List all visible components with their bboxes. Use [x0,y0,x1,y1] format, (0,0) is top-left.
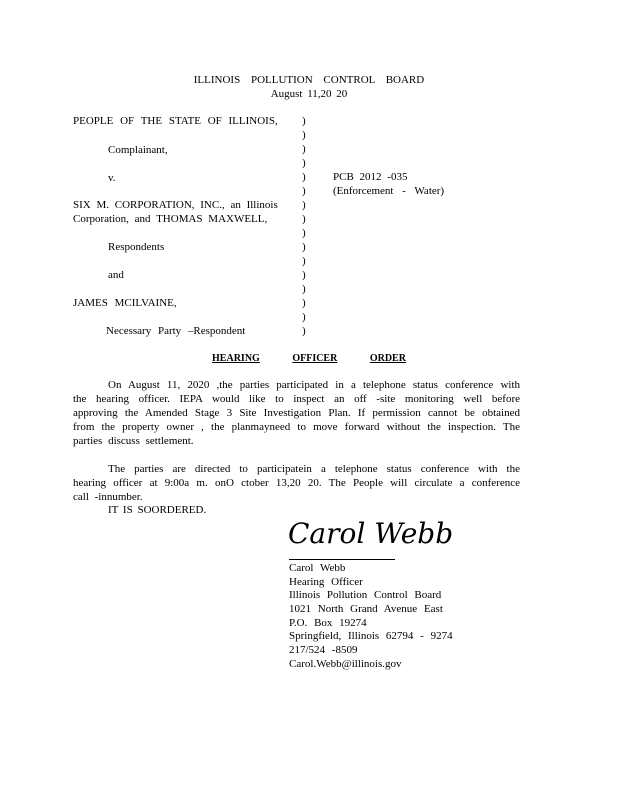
case-type: (Enforcement - Water) [333,185,445,197]
complainant-label: Complainant, [108,144,168,156]
board-name: ILLINOIS POLLUTION CONTROL BOARD [193,74,425,86]
order-date: August 11,20 20 [270,88,348,100]
handwritten-signature [288,513,454,553]
order-title: HEARING OFFICER ORDER [212,353,406,364]
defendant-line-1: SIX M. CORPORATION, INC., an Illinois [73,199,278,211]
versus-label: v. [108,172,116,184]
party-role: Necessary Party –Respondent [106,325,246,337]
signer-email: Carol.Webb@illinois.gov [289,657,402,670]
signer-phone: 217/524 -8509 [289,644,358,657]
and-label: and [108,269,124,281]
plaintiff-name: PEOPLE OF THE STATE OF ILLINOIS, [73,115,278,127]
so-ordered: IT IS SOORDERED. [108,504,207,516]
signer-po-box: P.O. Box 19274 [289,616,367,629]
case-number: PCB 2012 -035 [333,171,408,183]
signer-title: Hearing Officer [289,575,363,588]
signer-street: 1021 North Grand Avenue East [289,603,443,616]
respondents-label: Respondents [108,241,165,253]
signer-city: Springfield, Illinois 62794 - 9274 [289,630,453,643]
signer-name: Carol Webb [289,562,346,574]
body-paragraph-1: On August 11, 2020 ,the parties participated in a telephone status conference with the hearing officer. IEPA would like to inspect an off -site monitoring well before approving the Amended Stage 3 Site Investigation Plan. If permission cannot be obtained from the property owner , the planmayneed to move forward without the inspection. The parties discuss settlement. [73,379,520,447]
body-paragraph-2: The parties are directed to participatein a telephone status conference with the hearing officer at 9:00a m. onO ctober 13,20 20. The People will circulate a conference call -innumber. [73,463,520,503]
defendant-line-2: Corporation, and THOMAS MAXWELL, [73,213,268,225]
party-name: JAMES MCILVAINE, [73,297,177,309]
signature-block [289,562,453,672]
signature-line [289,559,395,560]
signer-org: Illinois Pollution Control Board [289,589,442,602]
caption-parentheses: ) ) ) ) ) ) ) ) ) ) ) ) ) ) ) ) [302,115,306,337]
svg-text:Carol Webb: Carol Webb [288,517,454,550]
